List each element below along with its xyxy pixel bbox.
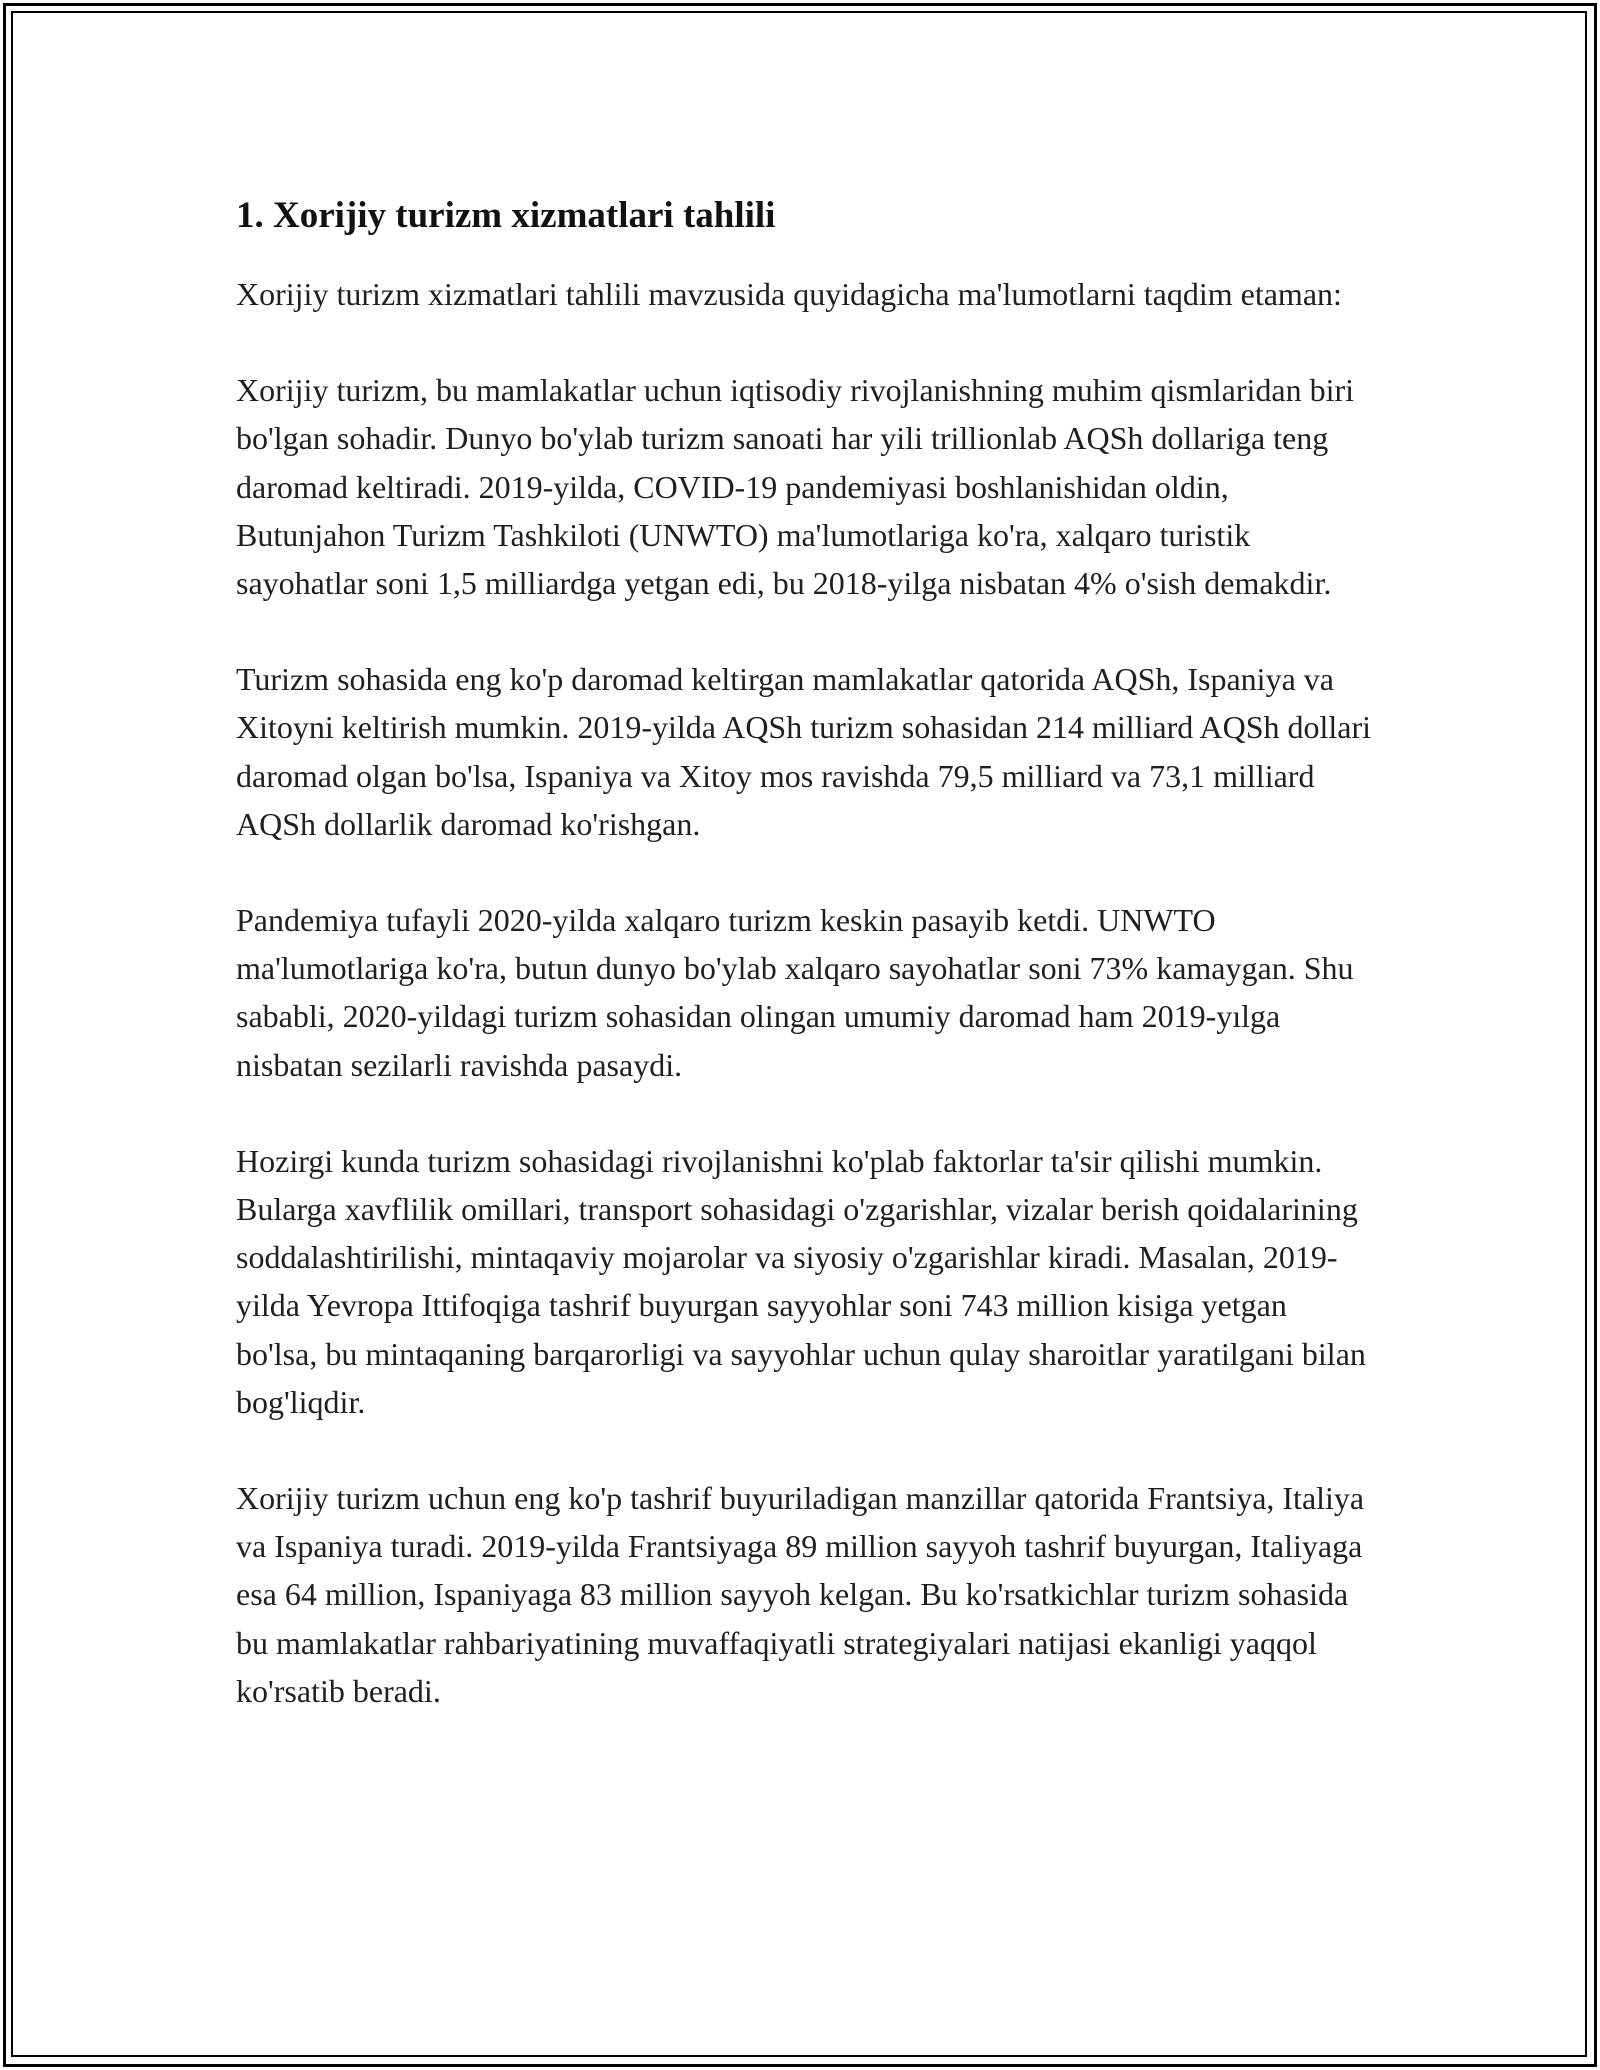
paragraph-intro: Xorijiy turizm xizmatlari tahlili mavzusida quyidagicha ma'lumotlarni taqdim etaman: <box>236 276 1342 312</box>
paragraph-factors: Hozirgi kunda turizm sohasidagi rivojlanishni ko'plab faktorlar ta'sir qilishi mumkin. Bularga xavflilik omillari, transport sohasidagi o'zgarishlar, vizalar berish qoidalarining soddalashtirilishi, mintaqaviy mojarolar va siyosiy o'zgarishlar kiradi. Masalan, 2019-yilda Yevropa Ittifoqiga tashrif buyurgan sayyohlar soni 743 million kisiga yetgan bo'lsa, bu mintaqaning barqarorligi va sayyohlar uchun qulay sharoitlar yaratilgani bilan bog'liqdir. <box>236 1142 1366 1420</box>
paragraph-destinations: Xorijiy turizm uchun eng ko'p tashrif buyuriladigan manzillar qatorida Frantsiya, Italiya va Ispaniya turadi. 2019-yilda Frantsiyaga 89 million sayyoh tashrif buyurgan, Italiyaga esa 64 million, Ispaniyaga 83 million sayyoh kelgan. Bu ko'rsatkichlar turizm sohasida bu mamlakatlar rahbariyatining muvaffaqiyatli strategiyalari natijasi ekanligi yaqqol ko'rsatib beradi. <box>236 1480 1365 1709</box>
document-title: 1. Xorijiy turizm xizmatlari tahlili <box>236 195 776 236</box>
document-body <box>236 188 1376 1763</box>
paragraph-pandemic: Pandemiya tufayli 2020-yilda xalqaro turizm keskin pasayib ketdi. UNWTO ma'lumotlariga ko'ra, butun dunyo bo'ylab xalqaro sayohatlar soni 73% kamaygan. Shu sababli, 2020-yildagi turizm sohasidan olingan umumiy daromad ham 2019-yılga nisbatan sezilarli ravishda pasaydi. <box>236 902 1354 1083</box>
paragraph-top-earners: Turizm sohasida eng ko'p daromad keltirgan mamlakatlar qatorida AQSh, Ispaniya va Xitoyni keltirish mumkin. 2019-yilda AQSh turizm sohasidan 214 milliard AQSh dollari daromad olgan bo'lsa, Ispaniya va Xitoy mos ravishda 79,5 milliard va 73,1 milliard AQSh dollarlik daromad ko'rishgan. <box>236 661 1372 842</box>
paragraph-overview: Xorijiy turizm, bu mamlakatlar uchun iqtisodiy rivojlanishning muhim qismlaridan biri bo'lgan sohadir. Dunyo bo'ylab turizm sanoati har yili trillionlab AQSh dollariga teng daromad keltiradi. 2019-yilda, COVID-19 pandemiyasi boshlanishidan oldin, Butunjahon Turizm Tashkiloti (UNWTO) ma'lumotlariga ko'ra, xalqaro turistik sayohatlar soni 1,5 milliardga yetgan edi, bu 2018-yilga nisbatan 4% o'sish demakdir. <box>236 372 1355 602</box>
